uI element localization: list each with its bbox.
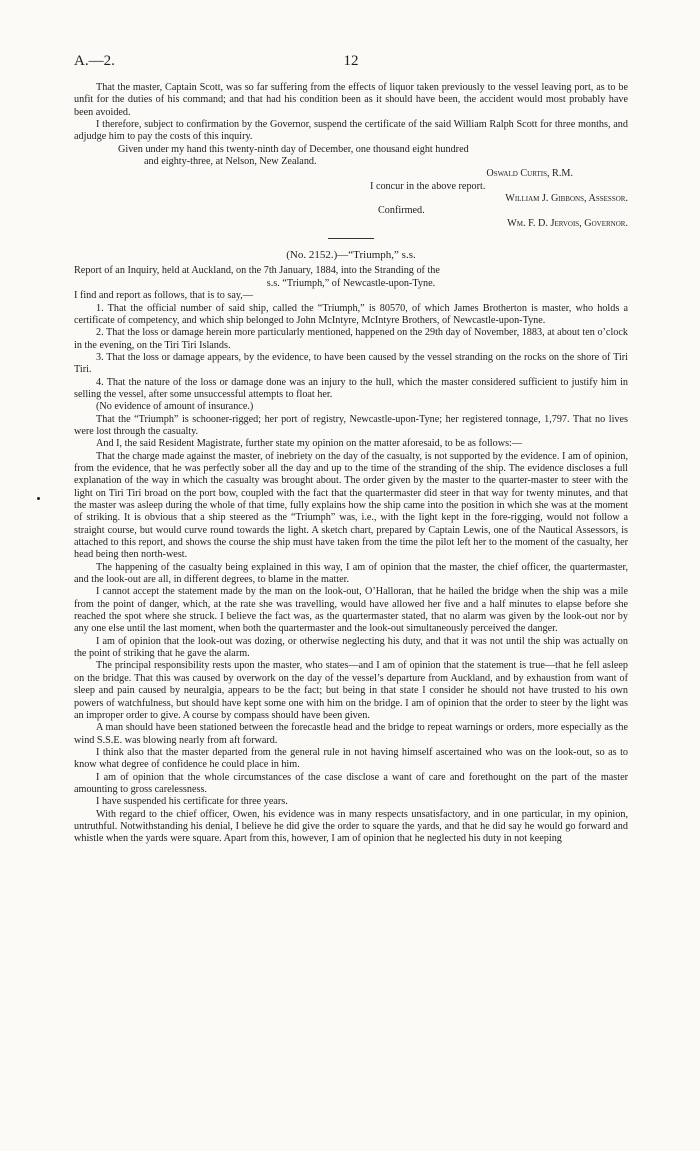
finding: 3. That the loss or damage appears, by the evidence, to have been caused by the vessel stranding on the rocks on the shore of Tiri Tiri. xyxy=(74,351,628,376)
signature-assessor: William J. Gibbons, Assessor. xyxy=(505,193,628,205)
intro-line: I find and report as follows, that is to say,— xyxy=(74,290,254,302)
paragraph: I have suspended his certificate for three years. xyxy=(96,796,288,808)
concur-line: I concur in the above report. xyxy=(370,180,486,192)
paragraph: That the charge made against the master, of inebriety on the day of the casualty, is not supported by the evidence. I am of opinion, from the evidence, that he was perfectly sober all the day and up to the time of the stranding of the ship. The evidence discloses a full explanation of the way in which the casualty was brought about. The order given by the master to the quarter-master to steer with the light on Tiri Tiri broad on the port bow, coupled with the fact that the quartermaster did steer in that way for twenty minutes, and that the master was asleep during the whole of that time, fully explains how the ship came into the position in which she was at the moment of striking. It is obvious that a ship steered as the “Triumph” was, i.e., with the light kept in the fore-rigging, would not follow a straight course, but would curve round towards the light. A sketch chart, prepared by Captain Lewis, one of the Nautical Assessors, is attached to this report, and shows the course the ship must have taken from the time the pilot left her to the moment of the casualty, her head being then north-west. xyxy=(74,450,628,561)
section-title: (No. 2152.)—“Triumph,” s.s. xyxy=(286,249,416,262)
paragraph: I am of opinion that the look-out was dozing, or otherwise neglecting his duty, and that it was not until the ship was actually on the point of striking that he gave the alarm. xyxy=(74,635,628,660)
paragraph: A man should have been stationed between the forecastle head and the bridge to repeat warnings or orders, more especially as the wind S.S.E. was blowing nearly from aft forward. xyxy=(74,722,628,746)
paragraph: And I, the said Resident Magistrate, further state my opinion on the matter aforesaid, to be as follows:— xyxy=(96,438,523,450)
paragraph: I am of opinion that the whole circumstances of the case disclose a want of care and forethought on the part of the master amounting to gross carelessness. xyxy=(74,771,628,795)
report-heading: Report of an Inquiry, held at Auckland, on the 7th January, 1884, into the Stranding of the xyxy=(74,265,440,277)
paragraph: I think also that the master departed from the general rule in not having himself ascertained who was on the look-out, so as to know what degree of confidence he could place in him. xyxy=(74,746,628,771)
signature-resident-magistrate: Oswald Curtis, R.M. xyxy=(486,168,573,180)
page-body xyxy=(74,82,628,846)
signature-governor: Wm. F. D. Jervois, Governor. xyxy=(507,217,628,229)
insurance-note: (No evidence of amount of insurance.) xyxy=(96,401,254,413)
paragraph: The happening of the casualty being explained in this way, I am of opinion that the master, the chief officer, the quartermaster, and the look-out are all, in different degrees, to blame in the matter. xyxy=(74,561,628,586)
paragraph: That the master, Captain Scott, was so far suffering from the effects of liquor taken previously to the vessel leaving port, as to be unfit for the duties of his command; and that had his condition been as it should have been, the accident would most probably have been avoided. xyxy=(74,82,628,118)
page-header xyxy=(74,53,628,73)
confirmed-line: Confirmed. xyxy=(378,205,425,217)
paragraph: I cannot accept the statement made by the man on the look-out, O’Halloran, that he hailed the bridge when the ship was a mile from the point of danger, which, at the rate she was travelling, would have allowed her five and a half minutes to elapse before she reached the spot where she struck. I believe the fact was, as the quartermaster stated, that no alarm was given by the look-out nor by any one else until the last moment, when both the quartermaster and the look-out simultaneously perceived the danger. xyxy=(74,586,628,635)
given-line: Given under my hand this twenty-ninth day of December, one thousand eight hundred xyxy=(118,143,469,155)
report-heading-continued: s.s. “Triumph,” of Newcastle-upon-Tyne. xyxy=(266,277,436,289)
paragraph: With regard to the chief officer, Owen, his evidence was in many respects unsatisfactory, and in one particular, in my opinion, untruthful. Notwithstanding his denial, I believe he did give the order to square the yards, and that he did say he would go forward and whistle when the yards were square. Apart from this, however, I am of opinion that he neglected his duty in not keeping xyxy=(74,808,628,845)
finding: 1. That the official number of said ship, called the “Triumph,” is 80570, of which James Brotherton is master, who holds a certificate of competency, and which ship belonged to John McIntyre, McIntyre Brothers, of Newcastle-upon-Tyne. xyxy=(74,302,628,326)
finding: 4. That the nature of the loss or damage done was an injury to the hull, which the master considered sufficient to justify him in selling the vessel, after some unsuccessful attempts to float her. xyxy=(74,376,628,400)
paragraph: The principal responsibility rests upon the master, who states—and I am of opinion that the statement is true—that he fell asleep on the bridge. That this was caused by overwork on the day of the vessel’s departure from Auckland, and by exhaustion from want of sleep and pain caused by neuralgia, appears to be the fact; but being in that state I consider he should not have trusted to his own powers of watchfulness, but should have kept some one with him on the bridge. I am of opinion that the order to steer by the light was an improper order to give. A course by compass should have been given. xyxy=(74,660,628,721)
section-divider xyxy=(328,238,374,239)
margin-mark xyxy=(37,497,40,500)
page-number: 12 xyxy=(343,53,359,69)
paragraph: I therefore, subject to confirmation by the Governor, suspend the certificate of the said William Ralph Scott for three months, and adjudge him to pay the costs of this inquiry. xyxy=(74,119,628,143)
paragraph: That the “Triumph” is schooner-rigged; her port of registry, Newcastle-upon-Tyne; her registered tonnage, 1,797. That no lives were lost through the casualty. xyxy=(74,413,628,437)
finding: 2. That the loss or damage herein more particularly mentioned, happened on the 29th day of November, 1883, at about ten o’clock in the evening, on the Tiri Tiri Islands. xyxy=(74,327,628,351)
given-line: and eighty-three, at Nelson, New Zealand. xyxy=(144,156,317,168)
paper-reference: A.—2. xyxy=(74,53,115,69)
